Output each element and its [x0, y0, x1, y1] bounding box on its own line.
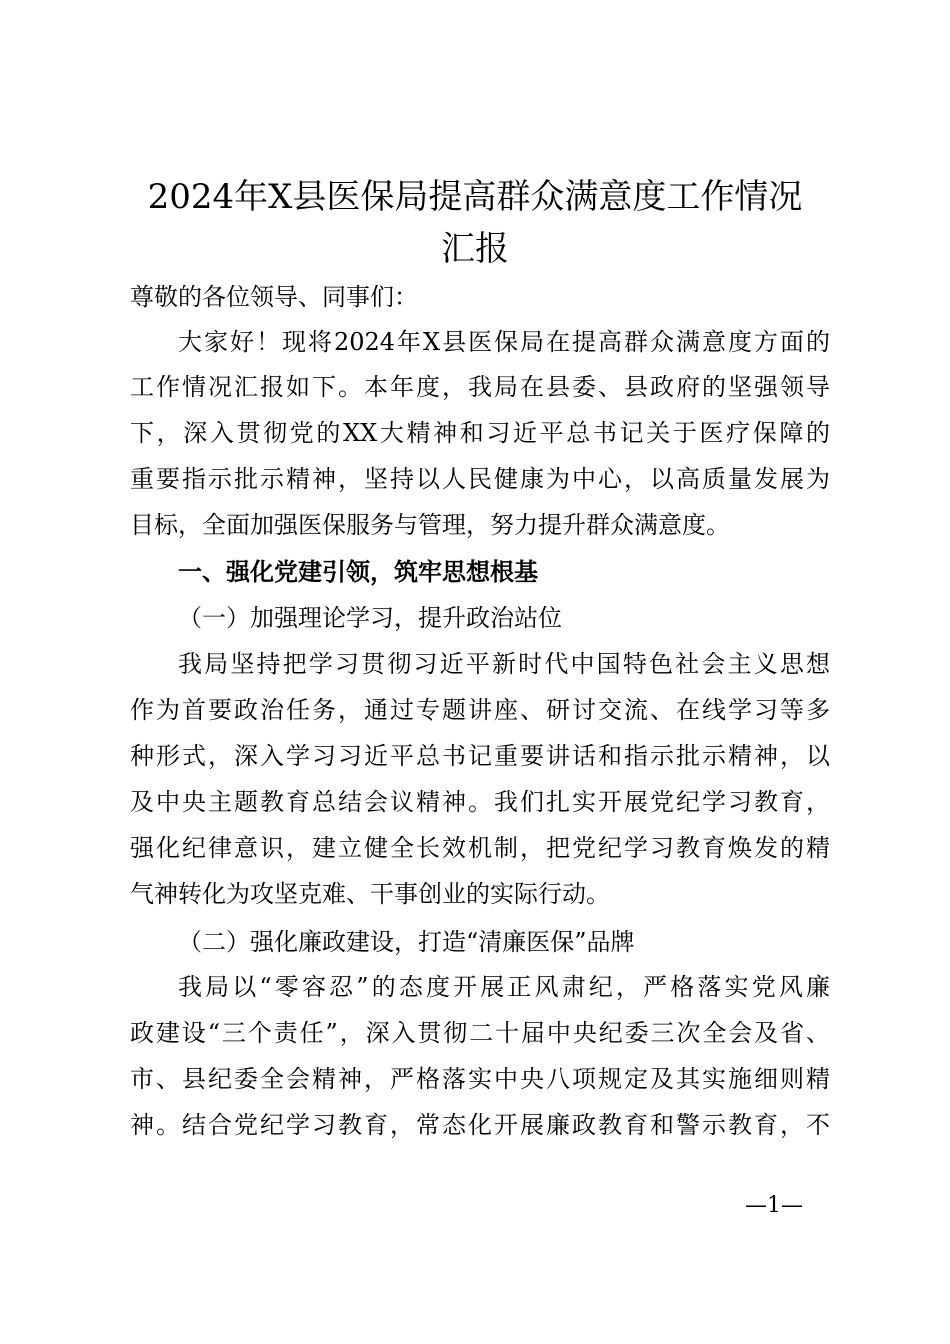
intro-line-4: 重要指示批示精神，坚持以人民健康为中心，以高质量发展为 [130, 465, 830, 493]
sub2-line-2: 政建设“三个责任”，深入贯彻二十届中央纪委三次全会及省、 [130, 1019, 830, 1047]
document-title-line-1: 2024年X县医保局提高群众满意度工作情况 [147, 177, 803, 217]
sub1-line-2: 作为首要政治任务，通过专题讲座、研讨交流、在线学习等多 [130, 696, 830, 724]
sub2-line-4: 神。结合党纪学习教育，常态化开展廉政教育和警示教育，不 [130, 1111, 830, 1139]
document-title-line-2: 汇报 [441, 229, 509, 269]
page-number: —1— [745, 1193, 803, 1218]
sub1-line-4: 及中央主题教育总结会议精神。我们扎实开展党纪学习教育， [130, 788, 830, 816]
section-1-heading: 一、强化党建引领，筑牢思想根基 [178, 558, 538, 586]
intro-line-5: 目标，全面加强医保服务与管理，努力提升群众满意度。 [130, 511, 730, 539]
sub1-line-5: 强化纪律意识，建立健全长效机制，把党纪学习教育焕发的精 [130, 834, 830, 862]
subsection-2-heading: （二）强化廉政建设，打造“清廉医保”品牌 [178, 928, 635, 956]
sub1-line-1: 我局坚持把学习贯彻习近平新时代中国特色社会主义思想 [178, 650, 830, 678]
intro-line-2: 工作情况汇报如下。本年度，我局在县委、县政府的坚强领导 [130, 373, 830, 401]
sub1-line-6: 气神转化为攻坚克难、干事创业的实际行动。 [130, 880, 610, 908]
sub2-line-1: 我局以“零容忍”的态度开展正风肃纪，严格落实党风廉 [178, 973, 830, 1001]
subsection-1-heading: （一）加强理论学习，提升政治站位 [178, 604, 562, 632]
intro-line-3: 下，深入贯彻党的XX大精神和习近平总书记关于医疗保障的 [130, 419, 830, 447]
sub1-line-3: 种形式，深入学习习近平总书记重要讲话和指示批示精神，以 [130, 742, 830, 770]
salutation: 尊敬的各位领导、同事们： [130, 283, 418, 311]
sub2-line-3: 市、县纪委全会精神，严格落实中央八项规定及其实施细则精 [130, 1065, 830, 1093]
intro-line-1: 大家好！现将2024年X县医保局在提高群众满意度方面的 [178, 328, 830, 356]
